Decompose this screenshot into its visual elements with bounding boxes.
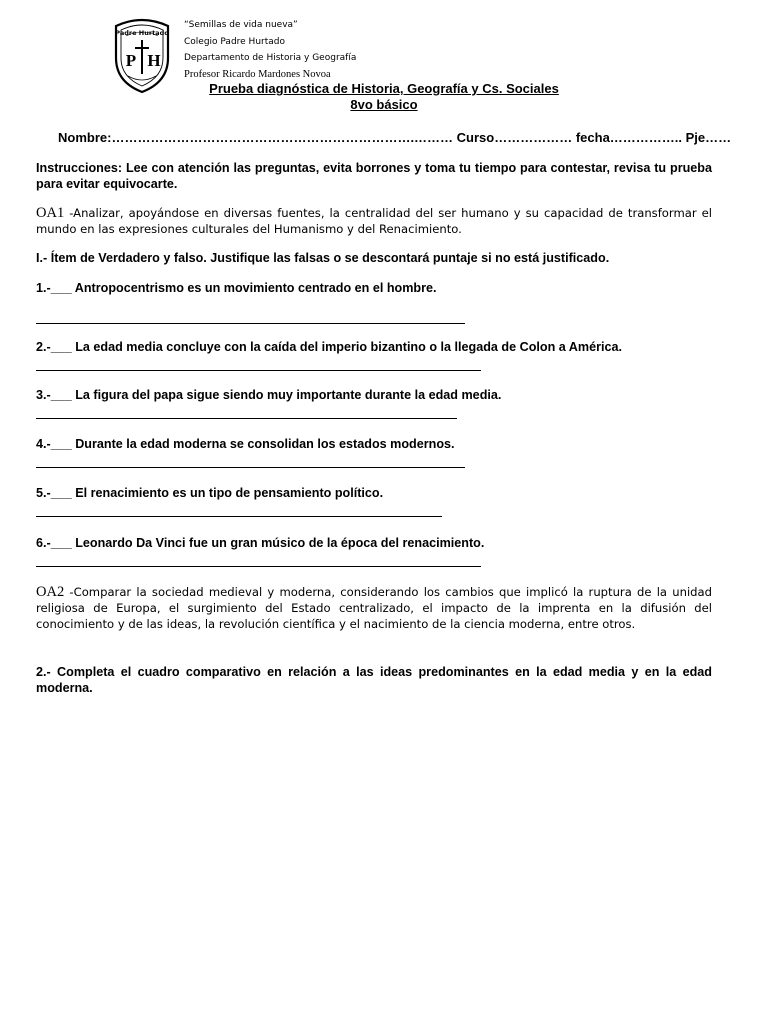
oa2-text: -Comparar la sociedad medieval y moderna, considerando los cambios que implicó la ruptura de la unidad religiosa de Europa, el surgimiento del Estado centralizado, el impacto de la imprenta en la difusión del conocimiento y de las ideas, la revolución científica y el nacimiento de la ciencia moderna, entre otros. <box>36 585 712 631</box>
question-3: 3.-___ La figura del papa sigue siendo muy importante durante la edad media. <box>36 388 502 402</box>
crest-letter-h: H <box>147 51 161 70</box>
oa1-text: -Analizar, apoyándose en diversas fuentes, la centralidad del ser humano y su capacidad de transformar el mundo en las expresiones culturales del Humanismo y del Renacimiento. <box>36 206 712 236</box>
answer-line-4 <box>36 467 465 468</box>
answer-line-3 <box>36 418 457 419</box>
exam-title-line1: Prueba diagnóstica de Historia, Geografía y Cs. Sociales <box>209 81 559 96</box>
department-name: Departamento de Historia y Geografía <box>184 53 357 63</box>
exam-title-line2: 8vo básico <box>350 97 418 112</box>
question-4: 4.-___ Durante la edad moderna se consolidan los estados modernos. <box>36 437 455 451</box>
crest-top-text: Padre Hurtado <box>115 29 169 37</box>
answer-line-2 <box>36 370 481 371</box>
oa1-label: OA1 <box>36 205 65 221</box>
question-1: 1.-___ Antropocentrismo es un movimiento centrado en el hombre. <box>36 281 437 295</box>
question-2: 2.-___ La edad media concluye con la caída del imperio bizantino o la llegada de Colon a América. <box>36 340 623 354</box>
section1-heading: I.- Ítem de Verdadero y falso. Justifique las falsas o se descontará puntaje si no está justificado. <box>36 251 610 265</box>
answer-line-1 <box>36 323 465 324</box>
school-motto: “Semillas de vida nueva” <box>184 20 298 30</box>
oa2-objective <box>36 584 712 632</box>
answer-line-5 <box>36 516 442 517</box>
teacher-name: Profesor Ricardo Mardones Novoa <box>184 68 331 80</box>
instructions: Instrucciones: Lee con atención las preguntas, evita borrones y toma tu tiempo para contestar, revisa tu prueba para evitar equivocarte. <box>36 161 712 191</box>
question-5: 5.-___ El renacimiento es un tipo de pensamiento político. <box>36 486 384 500</box>
school-info <box>184 17 356 83</box>
school-name: Colegio Padre Hurtado <box>184 36 285 47</box>
question-6: 6.-___ Leonardo Da Vinci fue un gran músico de la época del renacimiento. <box>36 536 485 550</box>
section2-heading: 2.- Completa el cuadro comparativo en relación a las ideas predominantes en la edad media y en la edad moderna. <box>36 665 712 695</box>
exam-title <box>0 81 768 113</box>
oa1-objective <box>36 205 712 237</box>
answer-line-6 <box>36 566 481 567</box>
student-info-line: Nombre:…………………………………………………………….……… Curso……………… fecha…………….. Pje…… <box>58 130 732 145</box>
crest-letter-p: P <box>125 51 137 70</box>
oa2-label: OA2 <box>36 584 65 600</box>
